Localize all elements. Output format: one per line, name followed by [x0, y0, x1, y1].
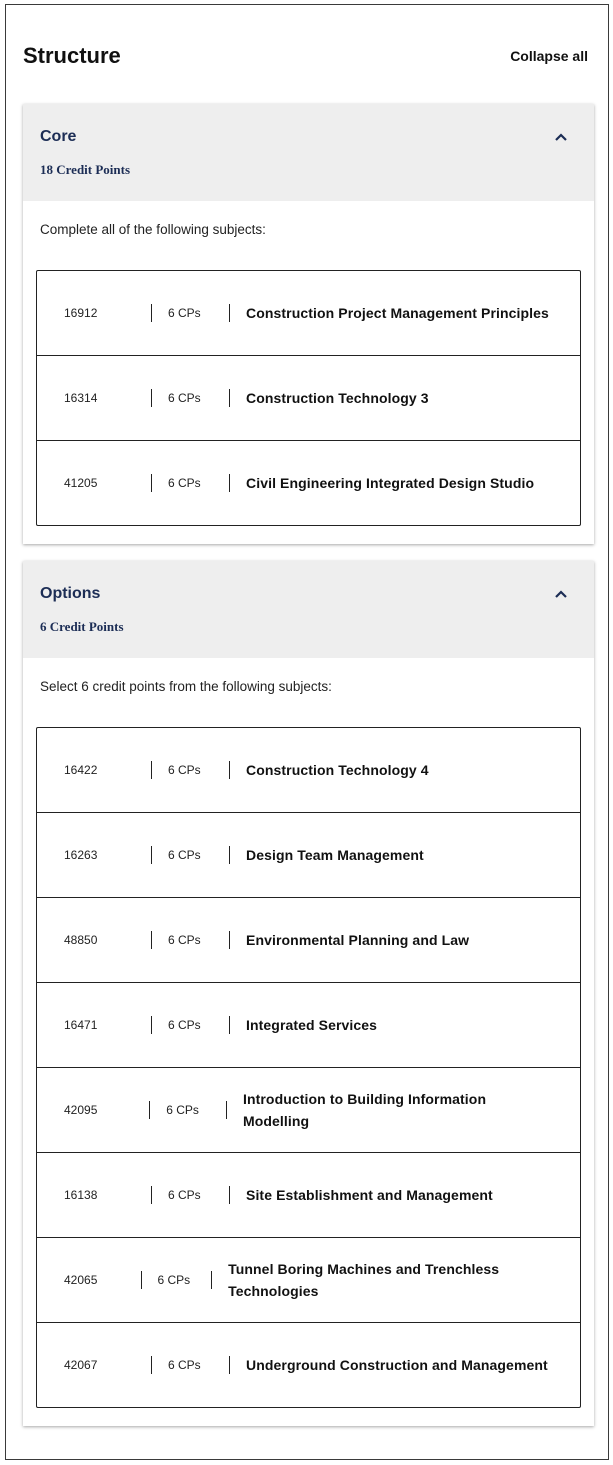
subject-cps: 6 CPs	[168, 763, 201, 777]
core-credit-points: 18 Credit Points	[40, 162, 131, 177]
subject-code: 42095	[64, 1103, 98, 1117]
subject-row[interactable]	[37, 897, 580, 982]
subject-name[interactable]: Introduction to Building Information Modelling	[242, 1091, 487, 1129]
core-description: Complete all of the following subjects:	[40, 222, 266, 237]
subject-code: 16263	[64, 848, 98, 862]
subject-code: 41205	[64, 476, 98, 490]
subject-cps: 6 CPs	[168, 1188, 201, 1202]
subject-cps: 6 CPs	[168, 476, 201, 490]
collapse-all-button[interactable]: Collapse all	[510, 48, 588, 64]
subject-code: 16422	[64, 763, 98, 777]
subject-code: 16138	[64, 1188, 98, 1202]
subject-name[interactable]: Tunnel Boring Machines and Trenchless Technologies	[228, 1261, 500, 1299]
subject-row[interactable]	[37, 440, 580, 525]
subject-cps: 6 CPs	[168, 848, 201, 862]
core-section-title: Core	[40, 128, 77, 145]
subject-cps: 6 CPs	[166, 1103, 199, 1117]
core-section	[23, 104, 594, 544]
subject-row[interactable]	[37, 1322, 580, 1407]
subject-name[interactable]: Design Team Management	[246, 847, 424, 863]
subject-row[interactable]	[37, 1067, 580, 1152]
subject-name[interactable]: Underground Construction and Management	[246, 1357, 548, 1373]
subject-code: 48850	[64, 933, 98, 947]
options-section-title: Options	[40, 585, 101, 602]
subject-name[interactable]: Civil Engineering Integrated Design Studio	[246, 475, 535, 491]
subject-name[interactable]: Integrated Services	[246, 1017, 378, 1033]
subject-row[interactable]	[37, 355, 580, 440]
subject-row[interactable]	[37, 1237, 580, 1322]
subject-name[interactable]: Environmental Planning and Law	[246, 932, 470, 948]
subject-code: 16912	[64, 306, 98, 320]
subject-name[interactable]: Site Establishment and Management	[246, 1187, 493, 1203]
core-section-body	[23, 201, 594, 544]
options-description: Select 6 credit points from the following subjects:	[40, 679, 332, 694]
subject-row[interactable]	[37, 1152, 580, 1237]
subject-name[interactable]: Construction Technology 3	[246, 390, 429, 406]
structure-panel	[5, 4, 609, 1460]
page-title: Structure	[23, 43, 121, 68]
chevron-up-icon[interactable]	[554, 132, 568, 142]
subject-code: 42067	[64, 1358, 98, 1372]
subject-code: 16314	[64, 391, 98, 405]
options-section-body	[23, 658, 594, 1426]
subject-cps: 6 CPs	[168, 933, 201, 947]
subject-name[interactable]: Construction Technology 4	[246, 762, 429, 778]
subject-cps: 6 CPs	[168, 391, 201, 405]
options-section-header[interactable]	[23, 561, 594, 658]
subject-row[interactable]	[37, 271, 580, 355]
subject-cps: 6 CPs	[168, 1018, 201, 1032]
core-subject-list	[36, 270, 581, 526]
chevron-up-icon[interactable]	[554, 589, 568, 599]
subject-row[interactable]	[37, 812, 580, 897]
subject-cps: 6 CPs	[168, 1358, 201, 1372]
subject-name[interactable]: Construction Project Management Principles	[246, 305, 549, 321]
subject-code: 16471	[64, 1018, 98, 1032]
options-credit-points: 6 Credit Points	[40, 619, 124, 634]
subject-code: 42065	[64, 1273, 98, 1287]
options-section	[23, 561, 594, 1426]
subject-row[interactable]	[37, 728, 580, 812]
structure-header	[23, 41, 588, 71]
subject-row[interactable]	[37, 982, 580, 1067]
core-section-header[interactable]	[23, 104, 594, 201]
subject-cps: 6 CPs	[157, 1273, 191, 1287]
options-subject-list	[36, 727, 581, 1408]
subject-cps: 6 CPs	[168, 306, 201, 320]
